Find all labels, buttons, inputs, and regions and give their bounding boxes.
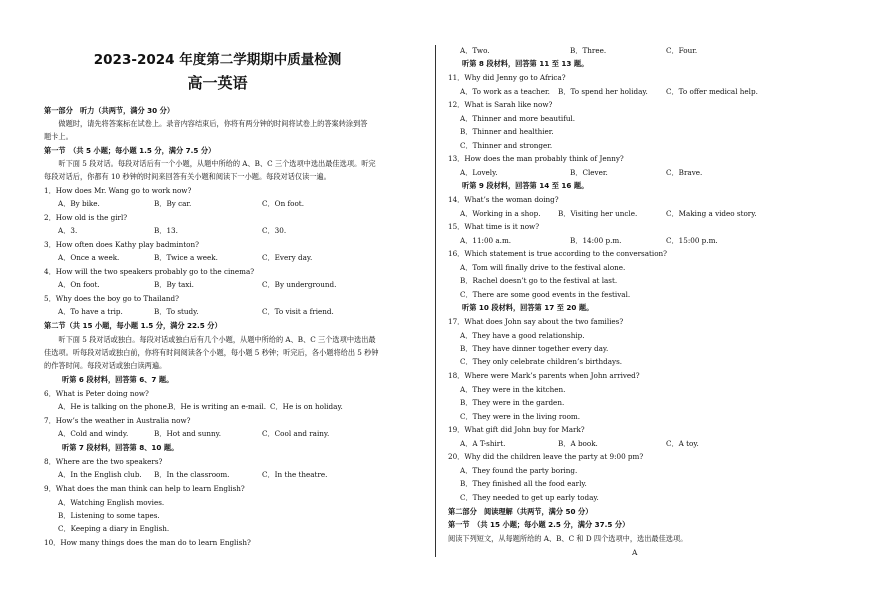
option: B．In the classroom. <box>154 470 230 479</box>
question: 7．How’s the weather in Australia now? <box>44 416 191 425</box>
option: B．By taxi. <box>154 280 194 289</box>
question: 15．What time is it now? <box>448 222 540 231</box>
option: A．He is talking on the phone. <box>58 402 170 411</box>
section-heading: 第一节 （共 15 小题；每小题 2.5 分，满分 37.5 分） <box>448 520 630 529</box>
question: 14．What’s the woman doing? <box>448 195 559 204</box>
section-instruction: 佳选项。听每段对话或独白前，你将有时间阅读各个小题，每小题 5 秒钟；听完后，各小题将给出 5 秒钟 <box>44 348 379 357</box>
option: C．To offer medical help. <box>666 87 758 96</box>
part1-heading: 第一部分 听力（共两节，满分 30 分） <box>44 106 175 115</box>
question: 2．How old is the girl? <box>44 213 128 222</box>
question: 17．What does John say about the two families? <box>448 317 624 326</box>
option: A．Cold and windy. <box>58 429 129 438</box>
question: 9．What does the man think can help to learn English? <box>44 484 245 493</box>
material-heading: 听第 8 段材料，回答第 11 至 13 题。 <box>462 59 589 68</box>
intro-line: 做题时，请先将答案标在试卷上。录音内容结束后，你将有两分钟的时间将试卷上的答案转涂到答 <box>44 119 368 128</box>
option: C．Keeping a diary in English. <box>58 524 170 533</box>
option: A．On foot. <box>58 280 100 289</box>
question: 20．Why did the children leave the party at 9:00 pm? <box>448 452 644 461</box>
part2-heading: 第二部分 阅读理解（共两节，满分 50 分） <box>448 507 593 516</box>
passage-label: A <box>632 548 638 557</box>
section-instruction: 听下面 5 段对话。每段对话后有一个小题，从题中所给的 A、B、C 三个选项中选出最佳选项。听完 <box>44 159 376 168</box>
option: A．A T-shirt. <box>460 439 506 448</box>
option: C．A toy. <box>666 439 699 448</box>
question: 4．How will the two speakers probably go to the cinema? <box>44 267 255 276</box>
question: 12．What is Sarah like now? <box>448 100 553 109</box>
section-instruction: 每段对话后，你都有 10 秒钟的时间来回答有关小题和阅读下一小题。每段对话仅读一遍。 <box>44 172 331 181</box>
option: B．To study. <box>154 307 199 316</box>
question: 13．How does the man probably think of Jenny? <box>448 154 624 163</box>
option: B．Hot and sunny. <box>154 429 222 438</box>
question: 8．Where are the two speakers? <box>44 457 163 466</box>
option: B．13. <box>154 226 178 235</box>
option: B．Listening to some tapes. <box>58 511 160 520</box>
option: B．Visiting her uncle. <box>558 209 638 218</box>
question: 19．What gift did John buy for Mark? <box>448 425 585 434</box>
option: A．Lovely. <box>460 168 498 177</box>
option: C．They needed to get up early today. <box>460 493 599 502</box>
option: C．In the theatre. <box>262 470 328 479</box>
option: C．15:00 p.m. <box>666 236 718 245</box>
option: B．Clever. <box>570 168 608 177</box>
question: 6．What is Peter doing now? <box>44 389 149 398</box>
option: A．Watching English movies. <box>58 498 165 507</box>
option: C．Cool and rainy. <box>262 429 330 438</box>
option: B．Three. <box>570 46 607 55</box>
option: A．Tom will finally drive to the festival alone. <box>460 263 626 272</box>
option: C．By underground. <box>262 280 337 289</box>
column-divider <box>435 45 436 557</box>
option: A．They have a good relationship. <box>460 331 585 340</box>
material-heading: 听第 7 段材料，回答第 8、10 题。 <box>62 443 179 452</box>
option: A．They were in the kitchen. <box>460 385 566 394</box>
option: A．3. <box>58 226 78 235</box>
option: C．He is on holiday. <box>270 402 343 411</box>
question: 5．Why does the boy go to Thailand? <box>44 294 179 303</box>
option: A．To have a trip. <box>58 307 123 316</box>
option: B．14:00 p.m. <box>570 236 622 245</box>
question: 18．Where were Mark’s parents when John arrived? <box>448 371 640 380</box>
option: B．Rachel doesn’t go to the festival at last. <box>460 276 618 285</box>
question: 10．How many things does the man do to learn English? <box>44 538 251 547</box>
option: C．Every day. <box>262 253 313 262</box>
option: A．11:00 a.m. <box>460 236 512 245</box>
option: B．They have dinner together every day. <box>460 344 609 353</box>
exam-subtitle: 高一英语 <box>187 74 248 92</box>
option: C．They were in the living room. <box>460 412 581 421</box>
option: C．30. <box>262 226 287 235</box>
option: B．They were in the garden. <box>460 398 565 407</box>
option: B．By car. <box>154 199 192 208</box>
option: B．Thinner and healthier. <box>460 127 554 136</box>
option: B．To spend her holiday. <box>558 87 648 96</box>
question: 11．Why did Jenny go to Africa? <box>448 73 566 82</box>
option: C．Brave. <box>666 168 703 177</box>
question: 3．How often does Kathy play badminton? <box>44 240 199 249</box>
material-heading: 听第 9 段材料，回答第 14 至 16 题。 <box>462 181 589 190</box>
option: C．There are some good events in the festival. <box>460 290 631 299</box>
material-heading: 听第 10 段材料，回答第 17 至 20 题。 <box>462 303 594 312</box>
option: C．On foot. <box>262 199 304 208</box>
question: 1．How does Mr. Wang go to work now? <box>44 186 192 195</box>
option: C．Thinner and stronger. <box>460 141 553 150</box>
option: A．To work as a teacher. <box>460 87 550 96</box>
question: 16．Which statement is true according to the conversation? <box>448 249 667 258</box>
option: A．By bike. <box>58 199 100 208</box>
option: A．Working in a shop. <box>460 209 541 218</box>
section-heading: 第二节（共 15 小题，每小题 1.5 分，满分 22.5 分） <box>44 321 222 330</box>
section-instruction: 听下面 5 段对话或独白。每段对话或独白后有几个小题，从题中所给的 A、B、C 三个选项中选出最 <box>44 335 376 344</box>
exam-title: 2023-2024 年度第二学期期中质量检测 <box>93 52 342 68</box>
option: B．A book. <box>558 439 598 448</box>
option: C．They only celebrate children’s birthdays. <box>460 357 623 366</box>
section-heading: 第一节 （共 5 小题；每小题 1.5 分，满分 7.5 分） <box>44 146 216 155</box>
option: A．Thinner and more beautiful. <box>460 114 576 123</box>
section-instruction: 阅读下列短文，从每题所给的 A、B、C 和 D 四个选项中，选出最佳选项。 <box>448 534 688 543</box>
option: A．Once a week. <box>58 253 120 262</box>
option: A．They found the party boring. <box>460 466 578 475</box>
option: C．Making a video story. <box>666 209 757 218</box>
section-instruction: 的作答时间。每段对话或独白读两遍。 <box>44 361 167 370</box>
option: A．In the English club. <box>58 470 142 479</box>
intro-line: 题卡上。 <box>44 132 73 141</box>
material-heading: 听第 6 段材料，回答第 6、7 题。 <box>62 375 174 384</box>
option: B．He is writing an e-mail. <box>168 402 266 411</box>
option: C．Four. <box>666 46 698 55</box>
option: A．Two. <box>460 46 490 55</box>
option: B．They finished all the food early. <box>460 479 587 488</box>
option: B．Twice a week. <box>154 253 218 262</box>
option: C．To visit a friend. <box>262 307 334 316</box>
